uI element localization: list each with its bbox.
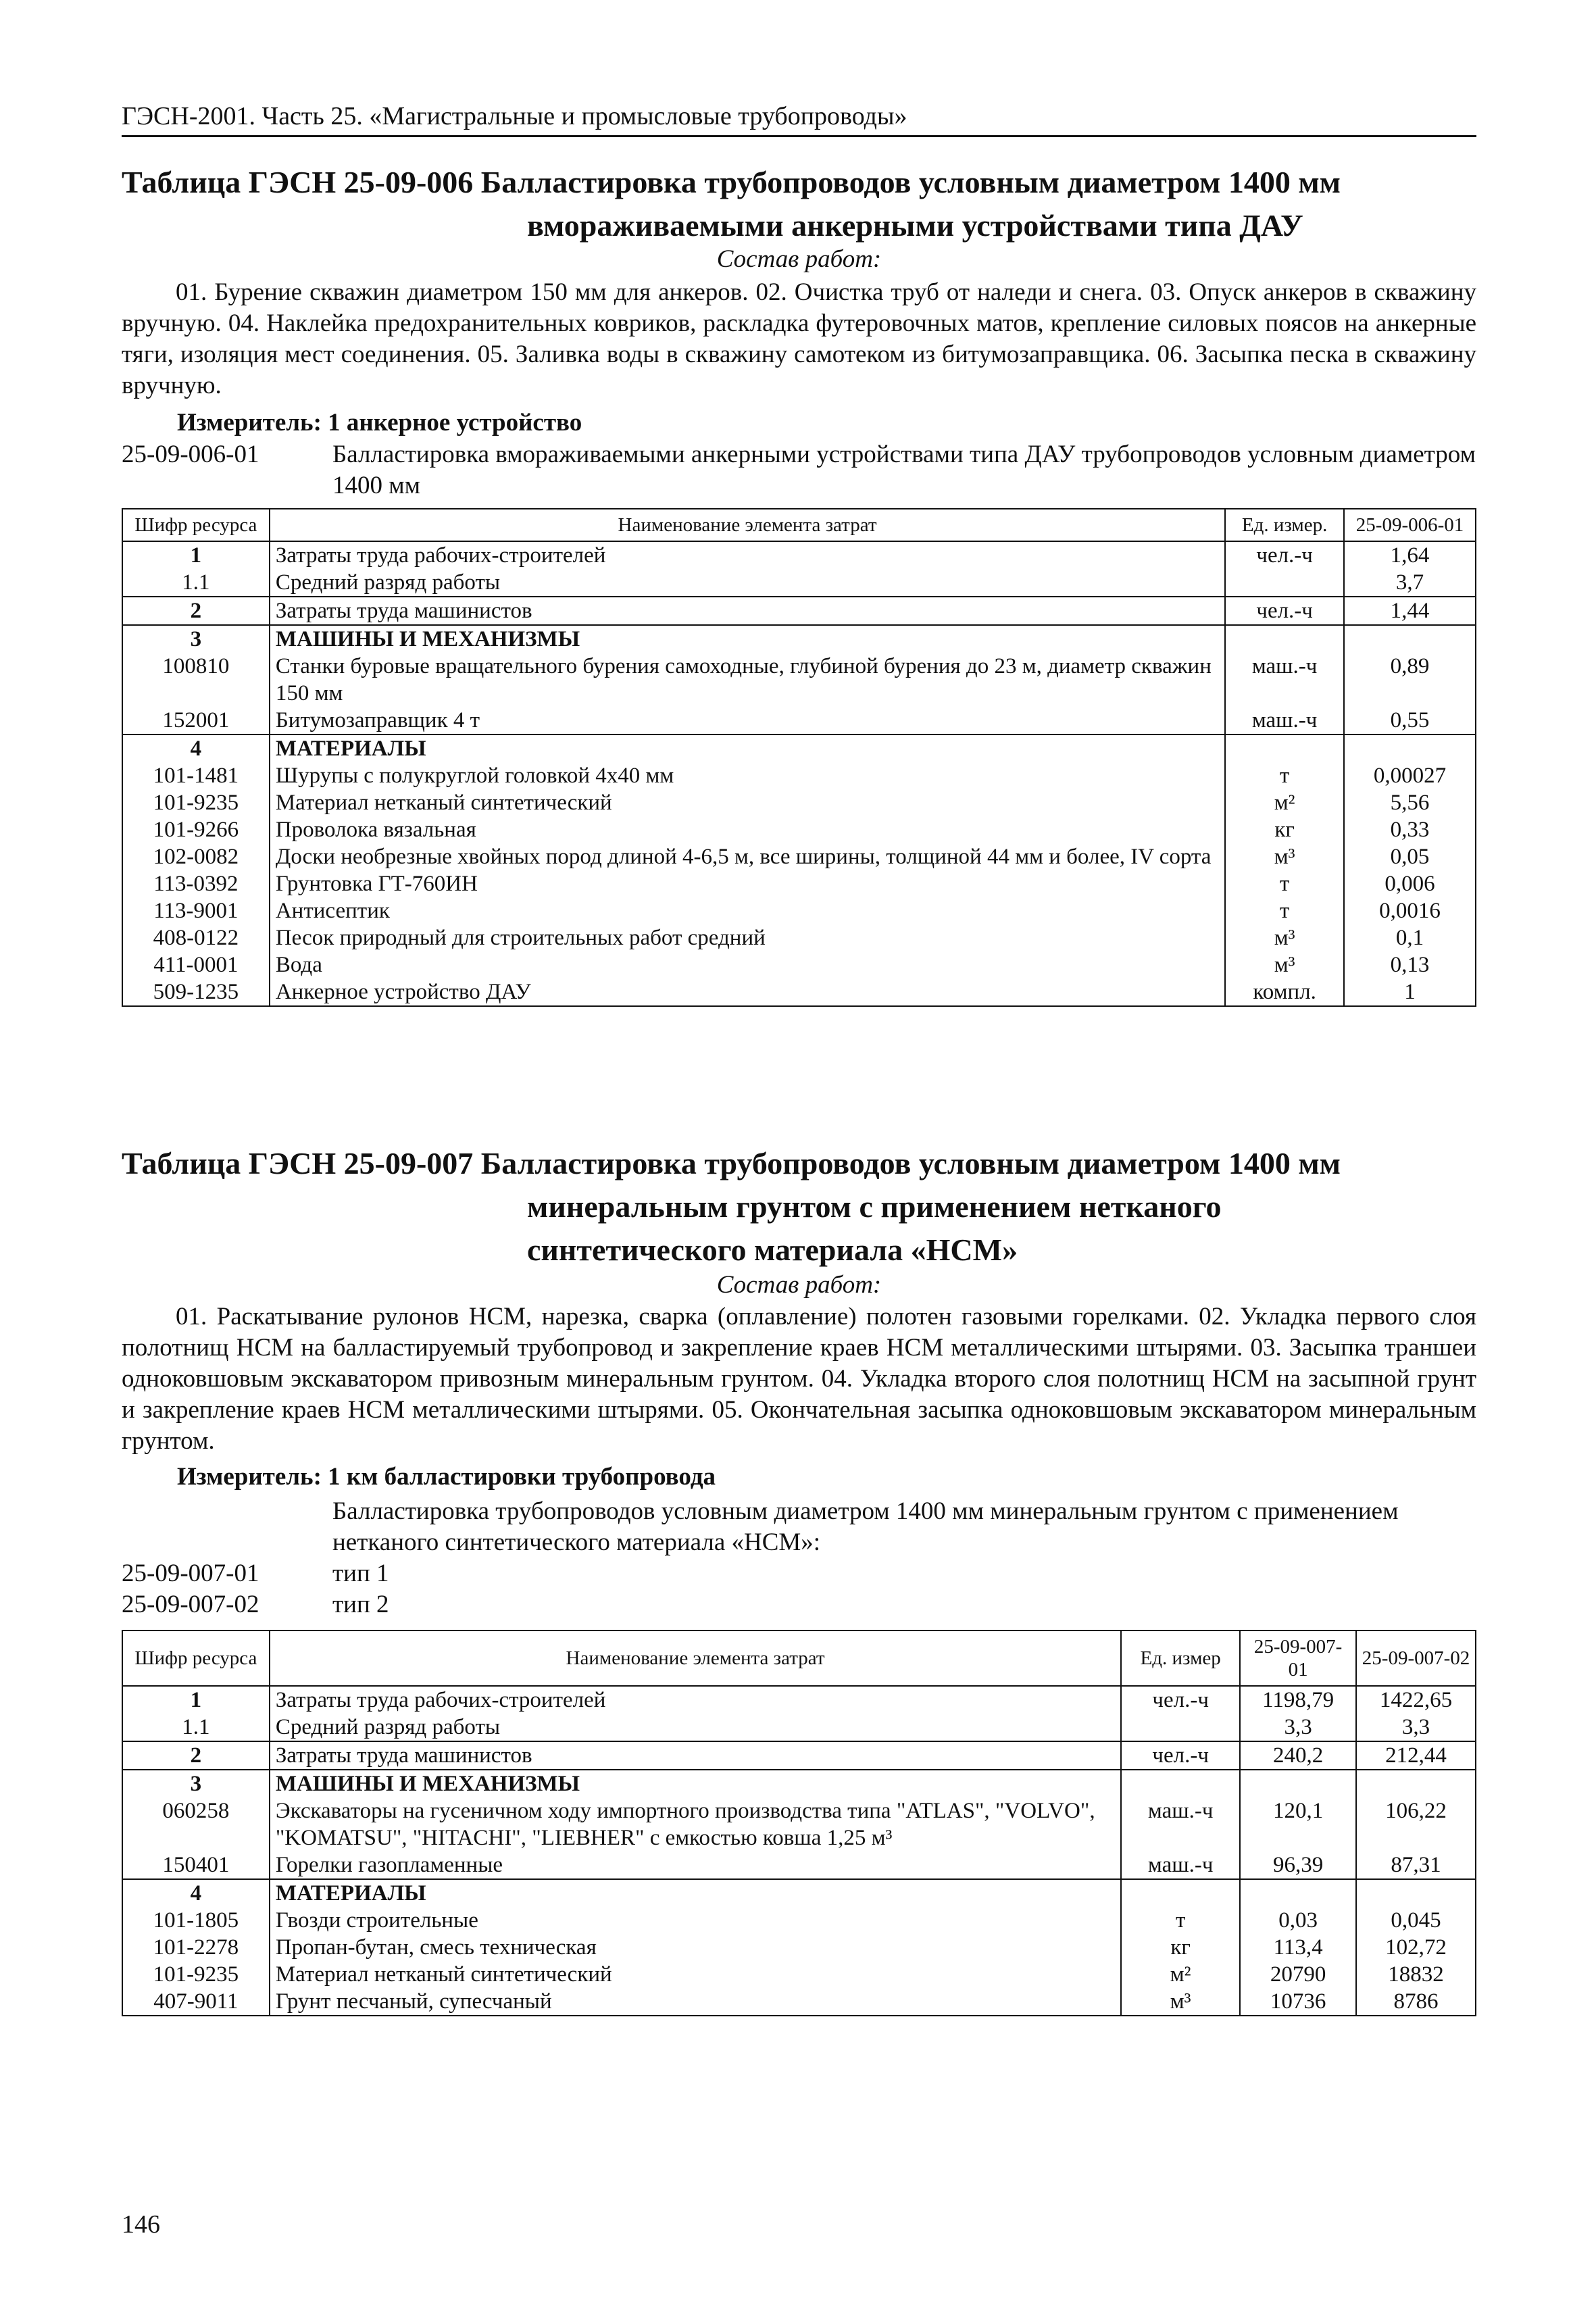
table2-composition-title: Состав работ: [716,1271,882,1299]
cell-code: 113-9001 [122,897,270,924]
cell-value: 10736 [1240,1988,1356,2016]
cell-unit: т [1121,1907,1240,1934]
table1-header-row [122,509,1476,541]
cell-code: 150401 [122,1851,270,1879]
cell-unit [1225,735,1344,762]
cell-name: Материал нетканый синтетический [270,789,1225,816]
cell-code: 1 [122,1686,270,1714]
table2-col-header: Ед. измер [1121,1631,1240,1686]
cell-value: 1,44 [1344,597,1476,625]
cell-name: Средний разряд работы [270,569,1225,597]
cell-unit: чел.-ч [1121,1741,1240,1770]
cell-unit: м² [1121,1961,1240,1988]
cell-value: 96,39 [1240,1851,1356,1879]
cell-code: 101-1805 [122,1907,270,1934]
cell-code: 2 [122,1741,270,1770]
cell-code: 101-1481 [122,762,270,789]
cell-name: Материал нетканый синтетический [270,1961,1121,1988]
cell-value: 18832 [1356,1961,1476,1988]
cell-name: Песок природный для строительных работ средний [270,924,1225,951]
cell-value [1240,1770,1356,1797]
cell-value: 3,3 [1240,1714,1356,1741]
cell-code: 060258 [122,1797,270,1851]
table-row [122,1714,1476,1741]
table1-grid [122,508,1476,1007]
cell-unit [1225,569,1344,597]
cell-unit [1121,1714,1240,1741]
table1-col-header: Наименование элемента затрат [270,509,1225,541]
table2-title [122,1142,1476,1272]
cell-value: 3,7 [1344,569,1476,597]
cell-code: 2 [122,597,270,625]
table2-title-line: синтетического материала «НСМ» [527,1233,1018,1267]
table-row [122,924,1476,951]
cell-name: МАТЕРИАЛЫ [270,735,1225,762]
cell-value: 3,3 [1356,1714,1476,1741]
cell-unit: чел.-ч [1225,597,1344,625]
table1-norm-code: 25-09-006-01 [122,441,259,468]
table1-title-line: вмораживаемыми анкерными устройствами типа ДАУ [527,208,1303,243]
cell-name: Станки буровые вращательного бурения самоходные, глубиной бурения до 23 м, диаметр скважин 150 мм [270,653,1225,707]
table1-norm-text: Балластировка вмораживаемыми анкерными устройствами типа ДАУ трубопроводов условным диаметром 1400 мм [332,441,1476,499]
table2-col-header: Наименование элемента затрат [270,1631,1121,1686]
table2-norm-text: Балластировка трубопроводов условным диаметром 1400 мм минеральным грунтом с применением нетканого синтетического материала «НСМ»: [332,1497,1399,1556]
cell-unit [1121,1879,1240,1907]
table-row [122,1770,1476,1797]
table2-norm-row [122,1589,1476,1620]
cell-value: 0,13 [1344,951,1476,978]
cell-name: Анкерное устройство ДАУ [270,978,1225,1006]
table1-col-header: Шифр ресурса [122,509,270,541]
cell-value: 0,55 [1344,707,1476,735]
cell-name: Затраты труда рабочих-строителей [270,1686,1121,1714]
cell-value: 20790 [1240,1961,1356,1988]
table-row [122,541,1476,569]
cell-value [1344,625,1476,653]
table2-composition-text: 01. Раскатывание рулонов НСМ, нарезка, сварка (оплавление) полотен газовыми горелками. 02. Укладка первого слоя полотнищ НСМ на балластируемый трубопровод и закрепление краев НСМ металлическими штырями. 03. Засыпка траншеи одноковшовым экскаватором привозным минеральным грунтом. 04. Укладка второго слоя полотнищ НСМ на засыпной грунт и закрепление краев НСМ металлическими штырями. 05. Окончательная засыпка одноковшовым экскаватором минеральным грунтом. [122,1303,1476,1455]
table-row [122,978,1476,1006]
cell-name: Затраты труда машинистов [270,1741,1121,1770]
cell-unit: м³ [1225,924,1344,951]
cell-code: 101-9235 [122,1961,270,1988]
cell-value: 0,33 [1344,816,1476,843]
cell-value: 212,44 [1356,1741,1476,1770]
cell-unit: кг [1121,1934,1240,1961]
cell-code: 101-9235 [122,789,270,816]
cell-value: 0,03 [1240,1907,1356,1934]
cell-value: 1,64 [1344,541,1476,569]
table-row [122,843,1476,870]
cell-value: 1 [1344,978,1476,1006]
cell-unit [1225,625,1344,653]
cell-value: 8786 [1356,1988,1476,2016]
cell-value: 1198,79 [1240,1686,1356,1714]
page-number: 146 [122,2210,160,2239]
cell-unit: компл. [1225,978,1344,1006]
cell-value [1344,735,1476,762]
cell-value [1240,1879,1356,1907]
table-row [122,951,1476,978]
cell-code: 1.1 [122,1714,270,1741]
cell-value: 0,006 [1344,870,1476,897]
cell-code: 411-0001 [122,951,270,978]
cell-name: МАШИНЫ И МЕХАНИЗМЫ [270,1770,1121,1797]
cell-value: 5,56 [1344,789,1476,816]
table-row [122,897,1476,924]
cell-name: Вода [270,951,1225,978]
cell-value: 0,89 [1344,653,1476,707]
cell-name: МАШИНЫ И МЕХАНИЗМЫ [270,625,1225,653]
table-row [122,762,1476,789]
cell-code: 509-1235 [122,978,270,1006]
cell-value: 0,0016 [1344,897,1476,924]
table-row [122,1961,1476,1988]
cell-value: 0,045 [1356,1907,1476,1934]
cell-value: 240,2 [1240,1741,1356,1770]
cell-unit: чел.-ч [1225,541,1344,569]
cell-code: 407-9011 [122,1988,270,2016]
cell-value [1356,1879,1476,1907]
cell-name: Битумозаправщик 4 т [270,707,1225,735]
cell-name: Экскаваторы на гусеничном ходу импортного производства типа "ATLAS", "VOLVO", "KOMATSU", "HITACHI", "LIEBHER" с емкостью ковша 1,25 м³ [270,1797,1121,1851]
table2-norm-type: тип 1 [332,1560,389,1587]
cell-code: 102-0082 [122,843,270,870]
table-row [122,707,1476,735]
table1-norm [122,439,1476,501]
cell-name: МАТЕРИАЛЫ [270,1879,1121,1907]
table-row [122,789,1476,816]
table2-norm-row [122,1558,1476,1589]
cell-value: 106,22 [1356,1797,1476,1851]
cell-code: 101-9266 [122,816,270,843]
table-row [122,1741,1476,1770]
cell-value: 1422,65 [1356,1686,1476,1714]
cell-unit: маш.-ч [1225,707,1344,735]
cell-value: 0,00027 [1344,762,1476,789]
table1-meter: Измеритель: 1 анкерное устройство [177,409,582,437]
table2-grid [122,1630,1476,2016]
table-row [122,1988,1476,2016]
table2-col-header: Шифр ресурса [122,1631,270,1686]
cell-unit: т [1225,762,1344,789]
cell-name: Доски необрезные хвойных пород длиной 4-6,5 м, все ширины, толщиной 44 мм и более, IV сорта [270,843,1225,870]
table1-composition-title: Состав работ: [716,245,882,273]
cell-value: 120,1 [1240,1797,1356,1851]
table2-title-line: минеральным грунтом с применением нетканого [527,1189,1222,1224]
table1-title [122,161,1476,247]
table-row [122,1907,1476,1934]
cell-value: 102,72 [1356,1934,1476,1961]
running-head: ГЭСН-2001. Часть 25. «Магистральные и промысловые трубопроводы» [122,101,1476,137]
table2-col-header: 25-09-007-02 [1356,1631,1476,1686]
cell-unit: м³ [1225,951,1344,978]
cell-code: 1 [122,541,270,569]
cell-name: Горелки газопламенные [270,1851,1121,1879]
cell-name: Грунт песчаный, супесчаный [270,1988,1121,2016]
cell-name: Антисептик [270,897,1225,924]
cell-code: 100810 [122,653,270,707]
cell-value: 87,31 [1356,1851,1476,1879]
cell-code: 4 [122,735,270,762]
cell-unit: м³ [1225,843,1344,870]
cell-unit [1121,1770,1240,1797]
table-row [122,653,1476,707]
cell-code: 152001 [122,707,270,735]
cell-value: 0,05 [1344,843,1476,870]
cell-unit: маш.-ч [1121,1797,1240,1851]
cell-name: Затраты труда рабочих-строителей [270,541,1225,569]
cell-code: 101-2278 [122,1934,270,1961]
table-row [122,1851,1476,1879]
table-row [122,1686,1476,1714]
table2-title-line: Таблица ГЭСН 25-09-007 Балластировка трубопроводов условным диаметром 1400 мм [122,1146,1341,1180]
cell-name: Шурупы с полукруглой головкой 4х40 мм [270,762,1225,789]
cell-code: 113-0392 [122,870,270,897]
cell-unit: м² [1225,789,1344,816]
table-row [122,870,1476,897]
table-row [122,569,1476,597]
table-row [122,597,1476,625]
table-row [122,1797,1476,1851]
cell-name: Затраты труда машинистов [270,597,1225,625]
table1-col-header: 25-09-006-01 [1344,509,1476,541]
table-row [122,735,1476,762]
cell-code: 408-0122 [122,924,270,951]
table2-col-header: 25-09-007-01 [1240,1631,1356,1686]
cell-unit: м³ [1121,1988,1240,2016]
table2-meter: Измеритель: 1 км балластировки трубопровода [177,1463,716,1491]
cell-unit: т [1225,897,1344,924]
cell-code: 4 [122,1879,270,1907]
table-row [122,816,1476,843]
cell-name: Грунтовка ГТ-760ИН [270,870,1225,897]
cell-unit: маш.-ч [1121,1851,1240,1879]
cell-code: 3 [122,625,270,653]
table1-composition-text: 01. Бурение скважин диаметром 150 мм для анкеров. 02. Очистка труб от наледи и снега. 03. Опуск анкеров в скважину вручную. 04. Наклейка предохранительных ковриков, раскладка футеровочных матов, крепление силовых поясов на анкерные тяги, изоляция мест соединения. 05. Заливка воды в скважину самотеком из битумозаправщика. 06. Засыпка песка в скважину вручную. [122,278,1476,399]
table2-norm-caption [122,1496,1476,1558]
table-row [122,1934,1476,1961]
table-row [122,625,1476,653]
table2-norm-code: 25-09-007-02 [122,1591,259,1618]
table2-norm-type: тип 2 [332,1591,389,1618]
cell-unit: чел.-ч [1121,1686,1240,1714]
table1-title-line: Таблица ГЭСН 25-09-006 Балластировка трубопроводов условным диаметром 1400 мм [122,165,1341,199]
table1-col-header: Ед. измер. [1225,509,1344,541]
table2-norm-code: 25-09-007-01 [122,1560,259,1587]
cell-unit: маш.-ч [1225,653,1344,707]
cell-value: 113,4 [1240,1934,1356,1961]
cell-name: Проволока вязальная [270,816,1225,843]
cell-unit: кг [1225,816,1344,843]
cell-value [1356,1770,1476,1797]
cell-value: 0,1 [1344,924,1476,951]
cell-code: 3 [122,1770,270,1797]
cell-code: 1.1 [122,569,270,597]
cell-unit: т [1225,870,1344,897]
cell-name: Гвозди строительные [270,1907,1121,1934]
table-row [122,1879,1476,1907]
table2-header-row [122,1631,1476,1686]
cell-name: Пропан-бутан, смесь техническая [270,1934,1121,1961]
cell-name: Средний разряд работы [270,1714,1121,1741]
